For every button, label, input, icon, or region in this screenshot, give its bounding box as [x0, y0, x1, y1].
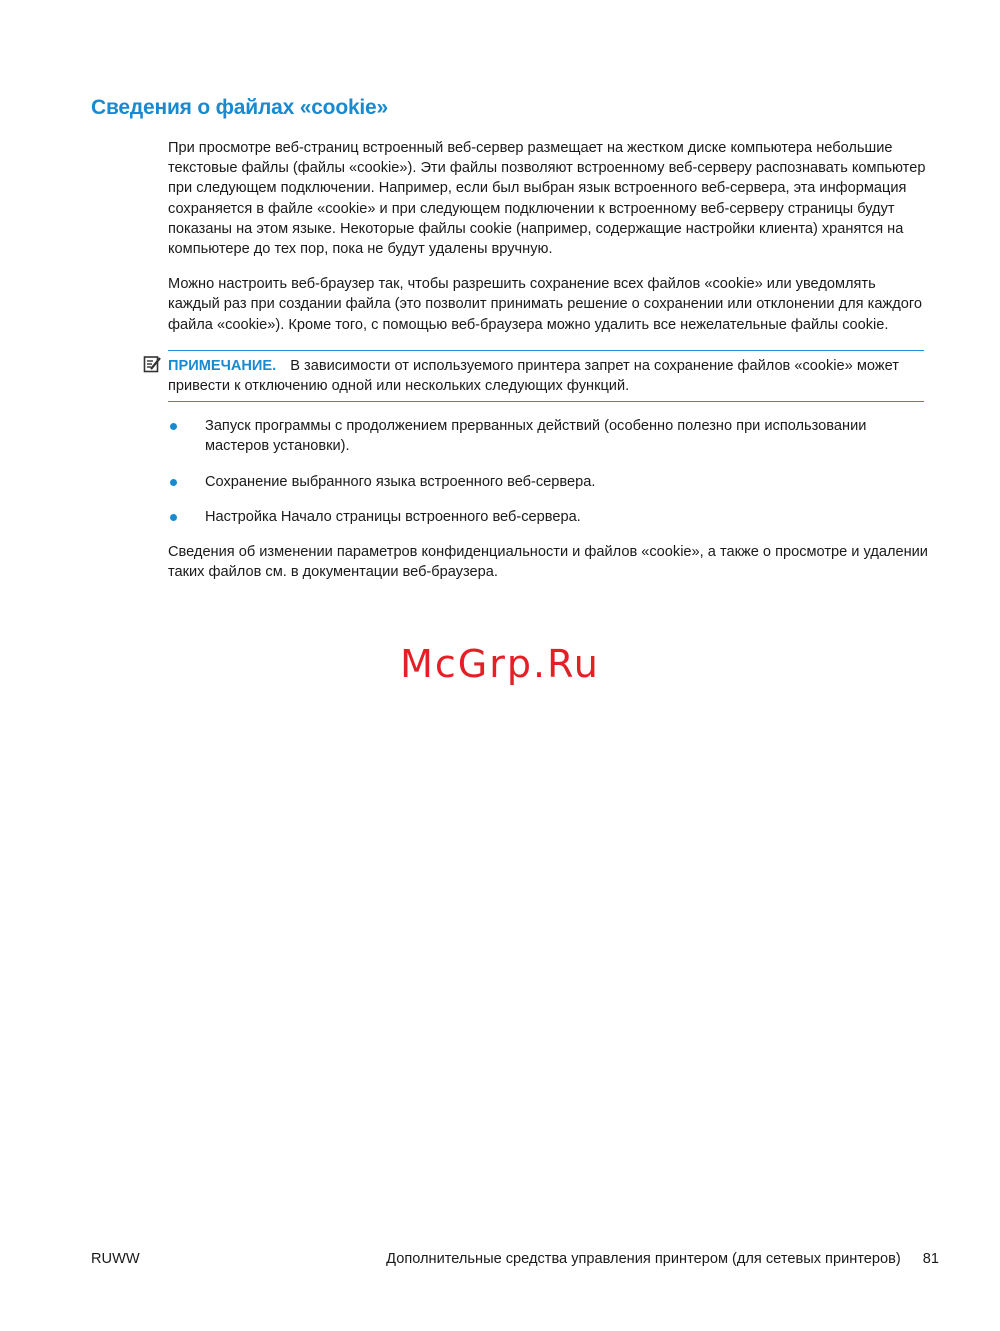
- list-item-text: Запуск программы с продолжением прерванных действий (особенно полезно при использовании мастеров установки).: [205, 418, 867, 455]
- note-icon: [142, 354, 162, 374]
- footer-doc-code: RUWW: [91, 1251, 140, 1267]
- list-item-text: Сохранение выбранного языка встроенного веб-сервера.: [205, 473, 596, 490]
- list-item: [168, 416, 928, 456]
- note-text: В зависимости от используемого принтера запрет на сохранение файлов «cookie» может привести к отключению одной или нескольких следующих функций.: [168, 357, 899, 395]
- bullet-icon: [170, 514, 177, 521]
- list-item: [168, 472, 928, 492]
- footer-chapter-title: Дополнительные средства управления принтером (для сетевых принтеров): [386, 1251, 901, 1267]
- note-label: ПРИМЕЧАНИЕ.: [168, 357, 277, 374]
- bullet-list: [168, 416, 928, 527]
- paragraph-closing: Сведения об изменении параметров конфиденциальности и файлов «cookie», а также о просмотре и удалении таких файлов см. в документации веб-браузера.: [168, 544, 928, 581]
- bullet-icon: [170, 423, 177, 430]
- footer-right: [386, 1251, 939, 1267]
- section-heading: Сведения о файлах «cookie»: [91, 96, 389, 119]
- watermark: McGrp.Ru: [400, 642, 600, 686]
- main-content: [168, 138, 928, 597]
- paragraph-intro: При просмотре веб-страниц встроенный веб-сервер размещает на жестком диске компьютера небольшие текстовые файлы (файлы «cookie»). Эти файлы позволяют встроенному веб-серверу распознавать компьютер при следующем подключении. Например, если был выбран язык встроенного веб-сервера, эта информация сохраняется в файле «cookie» и при следующем подключении к встроенному веб-серверу страницы будут показаны на этом языке. Некоторые файлы cookie (например, содержащие настройки клиента) хранятся на компьютере до тех пор, пока не будут удалены вручную.: [168, 140, 926, 258]
- paragraph-browser-settings: Можно настроить веб-браузер так, чтобы разрешить сохранение всех файлов «cookie» или уведомлять каждый раз при создании файла (это позволит принимать решение о сохранении или отклонении для каждого файла «cookie»). Кроме того, с помощью веб-браузера можно удалить все нежелательные файлы cookie.: [168, 276, 922, 333]
- list-item: [168, 507, 928, 527]
- note-box: [168, 350, 924, 402]
- list-item-text: Настройка Начало страницы встроенного веб-сервера.: [205, 508, 581, 525]
- page-number: 81: [922, 1251, 939, 1267]
- bullet-icon: [170, 479, 177, 486]
